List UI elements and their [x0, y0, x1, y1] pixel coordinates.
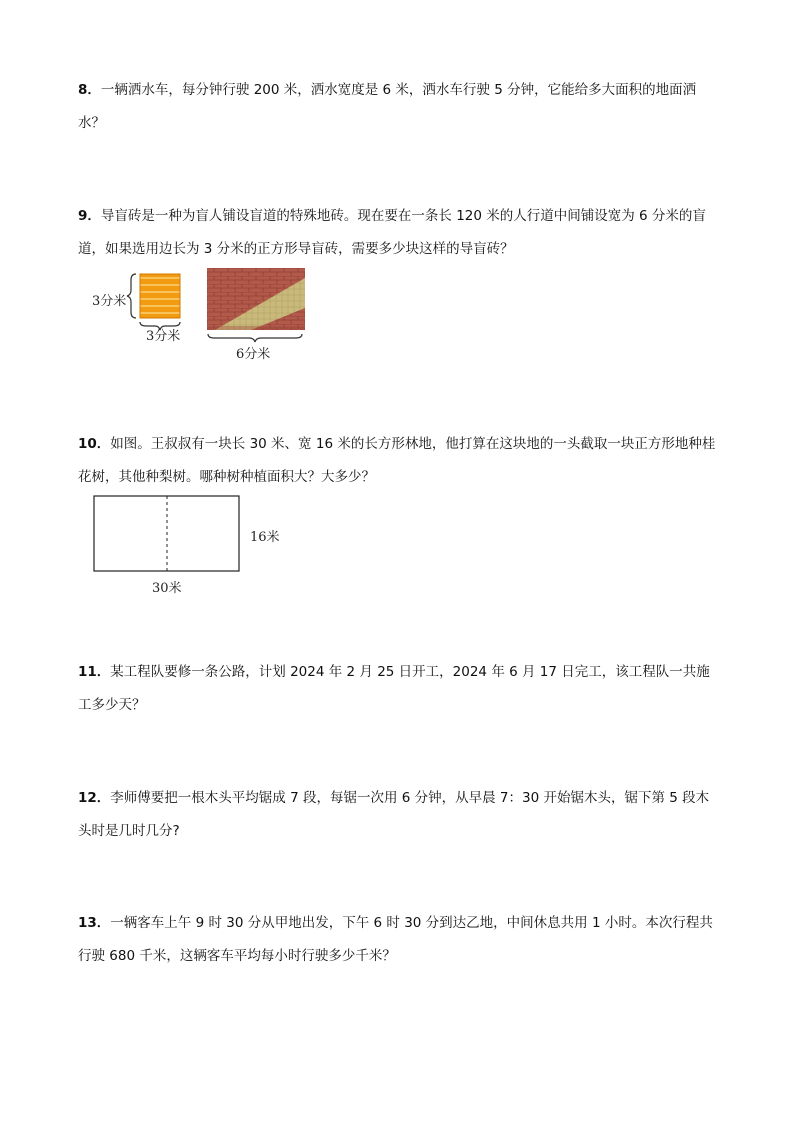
question-text: 一辆客车上午 9 时 30 分从甲地出发，下午 6 时 30 分到达乙地，中间休息共用 1 小时。本次行程共行驶 680 千米，这辆客车平均每小时行驶多少千米？	[78, 915, 713, 964]
question-10	[78, 428, 718, 494]
question-9	[78, 200, 718, 266]
question-text: 如图。王叔叔有一块长 30 米、宽 16 米的长方形林地，他打算在这块地的一头截取一块正方形地种桂花树，其他种梨树。哪种树种植面积大？大多少？	[78, 436, 716, 485]
width-label: 16米	[250, 530, 280, 545]
rectangle-field-diagram	[93, 495, 243, 575]
question-13	[78, 907, 718, 973]
question-8	[78, 74, 718, 140]
question-text: 某工程队要修一条公路，计划 2024 年 2 月 25 日开工，2024 年 6 月 17 日完工，该工程队一共施工多少天？	[78, 664, 710, 713]
question-number: 8．	[78, 82, 101, 98]
question-number: 9．	[78, 208, 101, 224]
question-number: 13．	[78, 915, 111, 931]
question-11	[78, 656, 718, 722]
road-width-label: 6分米	[236, 347, 271, 362]
tile-side-label: 3分米	[92, 294, 127, 309]
question-text: 导盲砖是一种为盲人铺设盲道的特殊地砖。现在要在一条长 120 米的人行道中间铺设宽为 6 分米的盲道，如果选用边长为 3 分米的正方形导盲砖，需要多少块这样的导盲砖？	[78, 208, 706, 257]
question-12	[78, 782, 718, 848]
question-number: 12．	[78, 790, 111, 806]
question-number: 10．	[78, 436, 111, 452]
length-label: 30米	[152, 581, 182, 596]
blind-path-photo	[207, 268, 305, 348]
question-text: 李师傅要把一根木头平均锯成 7 段，每锯一次用 6 分钟，从早晨 7：30 开始锯木头，锯下第 5 段木头时是几时几分?	[78, 790, 710, 839]
tile-bottom-label: 3分米	[146, 329, 181, 344]
question-text: 一辆洒水车，每分钟行驶 200 米，洒水宽度是 6 米，洒水车行驶 5 分钟，它能给多大面积的地面洒水？	[78, 82, 697, 131]
question-number: 11．	[78, 664, 111, 680]
